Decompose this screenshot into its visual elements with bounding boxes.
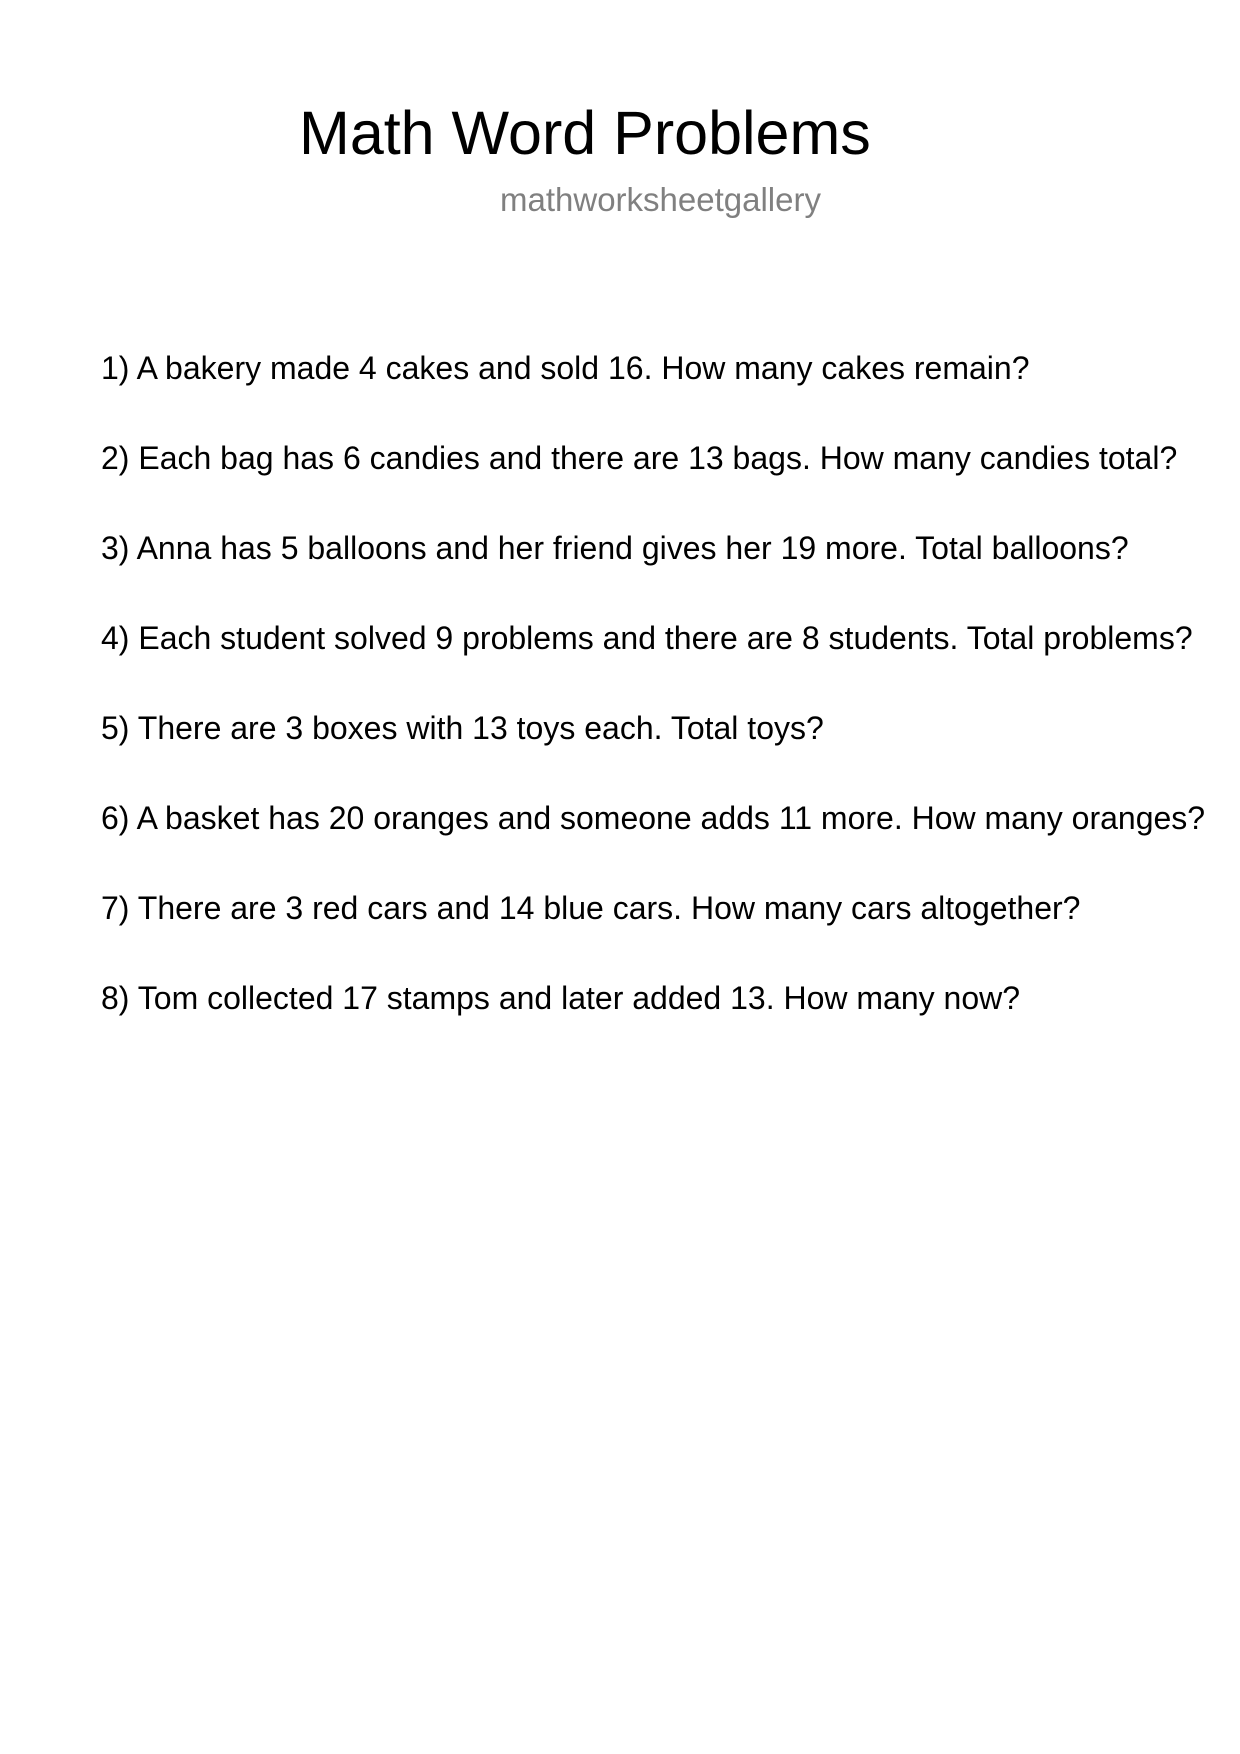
page-subtitle: mathworksheetgallery (500, 181, 821, 218)
problem-item: 2) Each bag has 6 candies and there are 13 bags. How many candies total? (101, 440, 1178, 476)
problem-item: 5) There are 3 boxes with 13 toys each. Total toys? (101, 710, 824, 746)
problem-item: 7) There are 3 red cars and 14 blue cars. How many cars altogether? (101, 890, 1081, 926)
problem-item: 3) Anna has 5 balloons and her friend gives her 19 more. Total balloons? (101, 530, 1129, 566)
problem-item: 8) Tom collected 17 stamps and later added 13. How many now? (101, 980, 1021, 1016)
problem-item: 4) Each student solved 9 problems and there are 8 students. Total problems? (101, 620, 1193, 656)
problem-item: 1) A bakery made 4 cakes and sold 16. How many cakes remain? (101, 350, 1030, 386)
page-title: Math Word Problems (299, 99, 871, 167)
problem-item: 6) A basket has 20 oranges and someone adds 11 more. How many oranges? (101, 800, 1206, 836)
